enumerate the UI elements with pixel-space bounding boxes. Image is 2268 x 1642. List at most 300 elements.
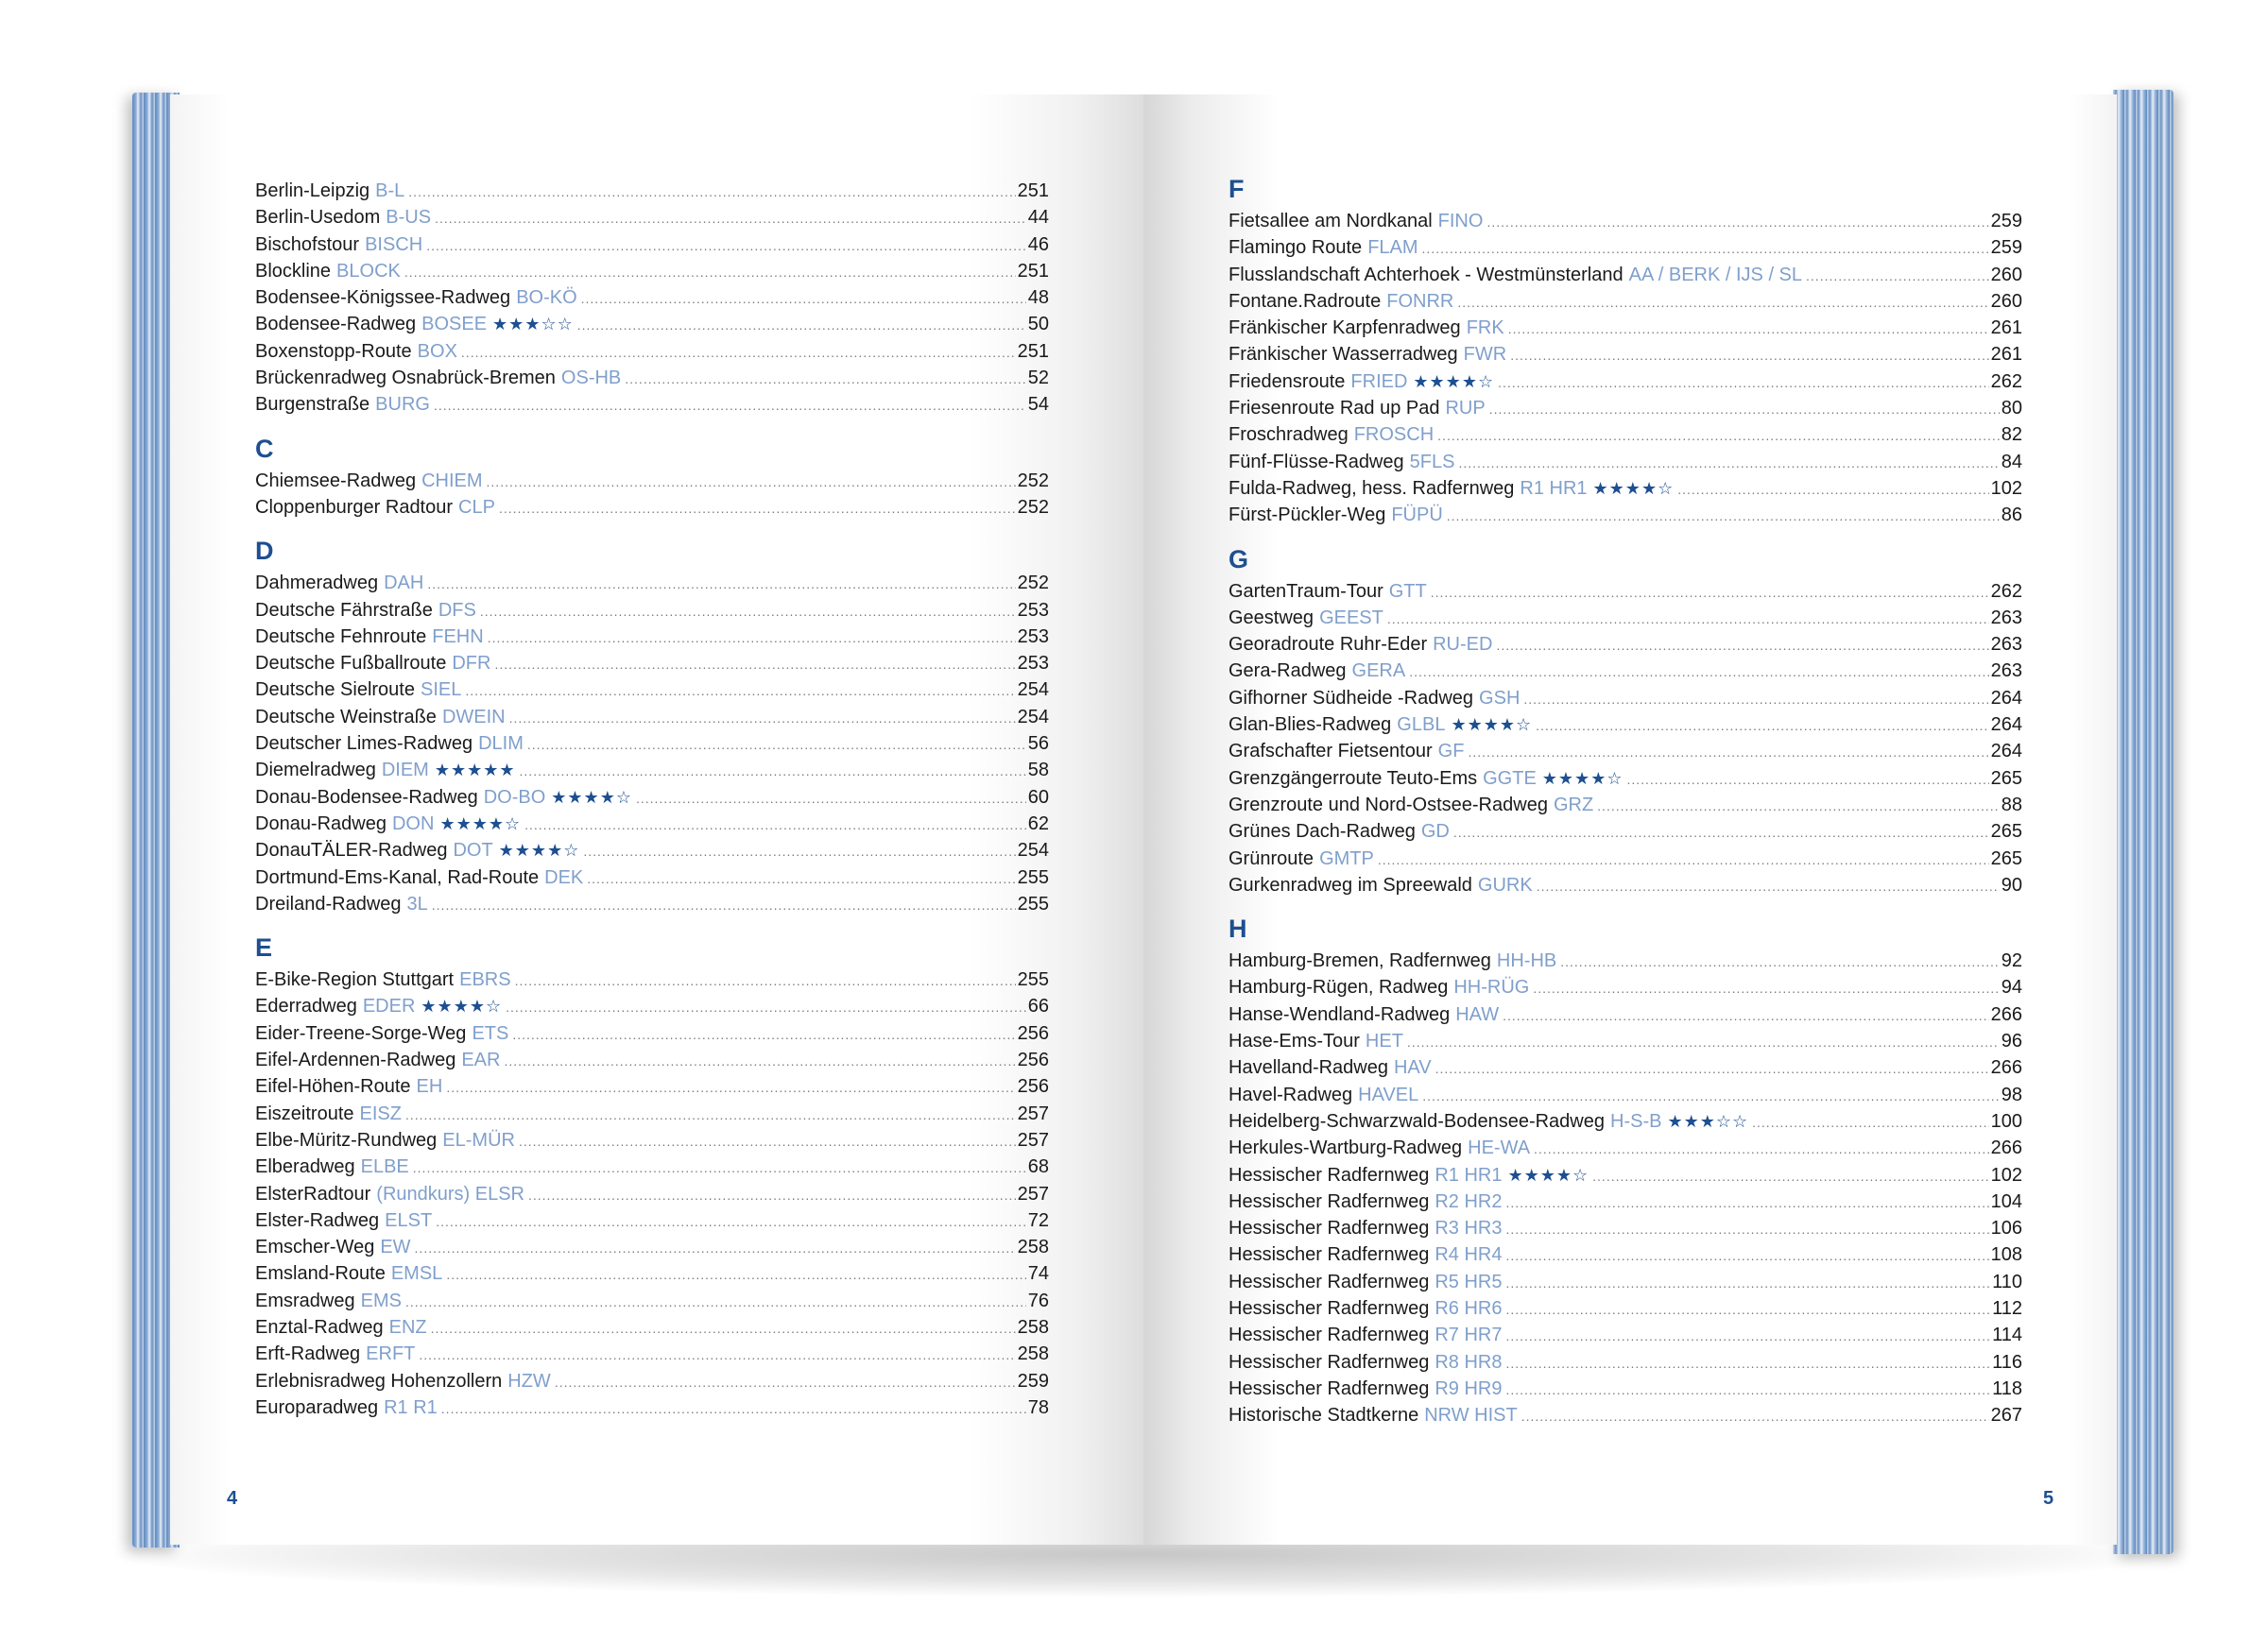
page-reference: 252 xyxy=(1017,573,1049,594)
route-name: Deutscher Limes-Radweg xyxy=(255,733,473,755)
page-reference: 253 xyxy=(1017,625,1049,647)
page-reference: 264 xyxy=(1990,687,2022,709)
dot-leader xyxy=(555,1369,1016,1395)
dot-leader xyxy=(419,1342,1015,1368)
route-name: Emsland-Route xyxy=(255,1263,386,1285)
dot-leader xyxy=(1505,1270,1990,1296)
route-code: R2 HR2 xyxy=(1435,1190,1503,1212)
page-reference: 255 xyxy=(1017,866,1049,888)
index-entry xyxy=(255,1260,1049,1287)
index-entry xyxy=(1228,685,2022,711)
route-code: B-US xyxy=(386,207,432,229)
dot-leader xyxy=(1560,949,2000,975)
index-entry xyxy=(1228,792,2022,818)
page-reference: 60 xyxy=(1027,786,1049,808)
page-reference: 100 xyxy=(1990,1110,2022,1132)
page-reference: 261 xyxy=(1990,317,2022,339)
route-code: R3 HR3 xyxy=(1435,1218,1503,1240)
dot-leader xyxy=(1505,1323,1990,1349)
index-entry xyxy=(255,468,1049,494)
index-entry xyxy=(255,204,1049,231)
dot-leader xyxy=(404,259,1016,285)
dot-leader xyxy=(577,312,1026,338)
route-code: DOT xyxy=(453,840,493,862)
page-reference: 254 xyxy=(1017,840,1049,862)
route-code: ELBE xyxy=(360,1156,409,1178)
index-entry xyxy=(255,178,1049,204)
index-entry xyxy=(255,494,1049,521)
route-name: Erft-Radweg xyxy=(255,1343,361,1365)
route-code: EAR xyxy=(461,1050,501,1071)
route-code: R9 HR9 xyxy=(1435,1377,1503,1399)
page-reference: 266 xyxy=(1990,1137,2022,1159)
route-code: 3L xyxy=(406,893,428,915)
route-name: DonauTÄLER-Radweg xyxy=(255,840,448,862)
page-reference: 78 xyxy=(1027,1396,1049,1418)
route-code: DFS xyxy=(438,599,476,621)
dot-leader xyxy=(1533,975,1999,1001)
route-name: Fietsallee am Nordkanal xyxy=(1228,211,1433,231)
page-reference: 259 xyxy=(1017,1370,1049,1392)
dot-leader xyxy=(520,758,1026,784)
dot-leader xyxy=(1422,1083,1999,1109)
route-code: GRZ xyxy=(1553,794,1594,815)
dot-leader xyxy=(1447,503,2000,529)
index-entry xyxy=(1228,1241,2022,1268)
route-name: Blockline xyxy=(255,260,332,282)
route-code: OS-HB xyxy=(560,368,622,389)
dot-leader xyxy=(1626,766,1988,793)
page-reference: 255 xyxy=(1017,969,1049,991)
section-letter-heading: G xyxy=(1228,544,1249,573)
index-entry xyxy=(1228,1001,2022,1028)
index-entry xyxy=(1228,738,2022,764)
route-name: Hase-Ems-Tour xyxy=(1228,1031,1360,1052)
dot-leader xyxy=(583,838,1015,864)
route-name: Herkules-Wartburg-Radweg xyxy=(1228,1137,1463,1159)
page-reference: 56 xyxy=(1027,733,1049,755)
route-name: Gera-Radweg xyxy=(1228,660,1347,682)
route-name: Elster-Radweg xyxy=(255,1209,380,1231)
route-code: R7 HR7 xyxy=(1435,1325,1503,1346)
page-reference: 260 xyxy=(1990,264,2022,285)
route-name: Grünes Dach-Radweg xyxy=(1228,821,1416,843)
route-code: FLAM xyxy=(1367,237,1418,259)
route-code: R6 HR6 xyxy=(1435,1297,1503,1319)
dot-leader xyxy=(1536,712,1988,739)
route-code: DEK xyxy=(544,866,584,888)
dot-leader xyxy=(408,179,1015,205)
index-entry xyxy=(255,570,1049,596)
index-entry xyxy=(255,1020,1049,1047)
index-entry xyxy=(1228,1322,2022,1348)
route-name: Ederradweg xyxy=(255,996,357,1018)
index-entry xyxy=(1228,288,2022,315)
index-entry xyxy=(255,730,1049,757)
route-code: FEHN xyxy=(432,625,484,647)
route-name: Deutsche Sielroute xyxy=(255,679,415,701)
dot-leader xyxy=(427,571,1015,597)
index-entry xyxy=(1228,1108,2022,1135)
route-code: DAH xyxy=(384,573,424,594)
section-letter-heading: C xyxy=(255,434,274,463)
route-code: ENZ xyxy=(388,1316,427,1338)
route-code: BLOCK xyxy=(336,260,401,282)
dot-leader xyxy=(431,1315,1016,1342)
right-index-column xyxy=(1228,170,2022,1428)
route-name: Boxenstopp-Route xyxy=(255,340,412,362)
route-code: FROSCH xyxy=(1353,424,1435,446)
index-entry xyxy=(1228,1215,2022,1241)
page-reference: 54 xyxy=(1027,394,1049,416)
dot-leader xyxy=(1521,1403,1989,1429)
route-code: DO-BO xyxy=(483,786,546,808)
page-reference: 102 xyxy=(1990,477,2022,499)
dot-leader xyxy=(405,1289,1026,1315)
page-reference: 58 xyxy=(1027,760,1049,781)
page-reference: 44 xyxy=(1027,207,1049,229)
route-name: Havelland-Radweg xyxy=(1228,1057,1388,1079)
route-code: EH xyxy=(416,1076,443,1098)
page-reference: 104 xyxy=(1990,1190,2022,1212)
index-entry xyxy=(255,676,1049,703)
route-name: Hessischer Radfernweg xyxy=(1228,1325,1430,1346)
route-name: Deutsche Fehnroute xyxy=(255,625,427,647)
route-code: DWEIN xyxy=(441,706,506,727)
route-name: Havel-Radweg xyxy=(1228,1084,1353,1105)
route-code: DON xyxy=(391,812,435,834)
dot-leader xyxy=(1510,342,1988,368)
page-reference: 263 xyxy=(1990,607,2022,628)
index-entry xyxy=(255,365,1049,391)
dot-leader xyxy=(1505,1216,1988,1242)
dot-leader xyxy=(504,1048,1015,1074)
index-entry xyxy=(255,258,1049,284)
section-letter-heading: F xyxy=(1228,175,1245,203)
route-name: Fontane.Radroute xyxy=(1228,290,1382,312)
dot-leader xyxy=(1378,847,1989,873)
route-code: HH-RÜG xyxy=(1453,977,1530,999)
dot-leader xyxy=(1498,369,1989,396)
index-entry xyxy=(1228,1162,2022,1189)
page-reference: 266 xyxy=(1990,1057,2022,1079)
route-code: BURG xyxy=(375,394,430,416)
route-name: Burgenstraße xyxy=(255,394,370,416)
page-reference: 255 xyxy=(1017,893,1049,915)
route-name: Deutsche Weinstraße xyxy=(255,706,437,727)
route-code: CLP xyxy=(458,496,495,518)
dot-leader xyxy=(636,785,1026,812)
route-code: GD xyxy=(1420,821,1450,843)
star-rating: ★★★★☆ xyxy=(421,997,503,1017)
route-code: GERA xyxy=(1351,660,1406,682)
dot-leader xyxy=(1505,1377,1990,1403)
dot-leader xyxy=(1505,1350,1990,1377)
route-code: EL-MÜR xyxy=(442,1129,515,1151)
index-entry xyxy=(255,891,1049,917)
page-reference: 116 xyxy=(1992,1351,2022,1373)
route-name: Hessischer Radfernweg xyxy=(1228,1351,1430,1373)
page-reference: 258 xyxy=(1017,1343,1049,1365)
route-name: Fulda-Radweg, hess. Radfernweg xyxy=(1228,477,1515,499)
route-code: AA / BERK / IJS / SL xyxy=(1628,264,1803,285)
dot-leader xyxy=(446,1261,1025,1288)
dot-leader xyxy=(1592,1163,1988,1189)
route-name: Fränkischer Wasserradweg xyxy=(1228,344,1458,366)
route-name: E-Bike-Region Stuttgart xyxy=(255,969,455,991)
page-reference: 50 xyxy=(1027,314,1049,335)
route-name: Friesenroute Rad up Pad xyxy=(1228,398,1440,419)
star-rating: ★★★★★ xyxy=(434,761,516,780)
star-rating: ★★★☆☆ xyxy=(1667,1111,1749,1131)
route-name: GartenTraum-Tour xyxy=(1228,580,1383,602)
route-code: 5FLS xyxy=(1409,451,1455,472)
dot-leader xyxy=(1806,263,1989,289)
index-entry xyxy=(255,704,1049,730)
index-entry xyxy=(255,338,1049,365)
page-reference: 118 xyxy=(1992,1377,2022,1399)
dot-leader xyxy=(1537,873,2000,899)
route-name: Grünroute xyxy=(1228,847,1314,869)
route-name: Gifhorner Südheide -Radweg xyxy=(1228,687,1474,709)
index-entry xyxy=(1228,234,2022,261)
route-code: B-L xyxy=(375,180,405,201)
index-entry xyxy=(1228,974,2022,1001)
route-code: NRW HIST xyxy=(1424,1405,1518,1427)
index-entry xyxy=(255,1047,1049,1073)
route-name: Enztal-Radweg xyxy=(255,1316,384,1338)
page-reference: 266 xyxy=(1990,1003,2022,1025)
page-reference: 264 xyxy=(1990,741,2022,762)
index-entry xyxy=(1228,368,2022,395)
index-entry xyxy=(1228,631,2022,658)
page-reference: 257 xyxy=(1017,1183,1049,1205)
dot-leader xyxy=(1496,632,1988,659)
section-letter-heading: D xyxy=(255,537,274,566)
dot-leader xyxy=(1752,1109,1988,1136)
page-reference: 94 xyxy=(2001,977,2022,999)
route-name: Emsradweg xyxy=(255,1290,355,1311)
dot-leader xyxy=(488,624,1016,651)
index-entry xyxy=(1228,1028,2022,1054)
index-entry xyxy=(1228,421,2022,448)
route-code: BISCH xyxy=(365,233,423,255)
index-entry xyxy=(1228,1376,2022,1402)
index-entry xyxy=(1228,341,2022,368)
page-reference: 74 xyxy=(1027,1263,1049,1285)
page-reference: 257 xyxy=(1017,1103,1049,1124)
star-rating: ★★★★☆ xyxy=(498,841,580,861)
index-entry xyxy=(1228,605,2022,631)
index-entry xyxy=(1228,948,2022,974)
route-code: R1 R1 xyxy=(384,1396,438,1418)
route-name: Dortmund-Ems-Kanal, Rad-Route xyxy=(255,866,540,888)
dot-leader xyxy=(405,1102,1016,1128)
index-entry xyxy=(1228,818,2022,845)
dot-leader xyxy=(480,598,1016,624)
route-code: HAW xyxy=(1455,1003,1500,1025)
index-entry xyxy=(1228,1295,2022,1322)
page-reference: 263 xyxy=(1990,660,2022,682)
dot-leader xyxy=(1431,579,1989,606)
left-index-column xyxy=(255,178,1049,1421)
dot-leader xyxy=(581,285,1026,312)
dot-leader xyxy=(413,1155,1026,1181)
index-entry xyxy=(255,1341,1049,1367)
route-name: Erlebnisradweg Hohenzollern xyxy=(255,1370,503,1392)
page-reference: 261 xyxy=(1990,344,2022,366)
dot-leader xyxy=(415,1235,1016,1261)
dot-leader xyxy=(434,392,1026,419)
index-section xyxy=(1228,540,2022,899)
route-code: FRIED xyxy=(1350,370,1408,392)
dot-leader xyxy=(446,1074,1015,1101)
route-name: Bischofstour xyxy=(255,233,360,255)
dot-leader xyxy=(1468,739,1988,765)
route-name: Eider-Treene-Sorge-Weg xyxy=(255,1022,467,1044)
page-reference: 88 xyxy=(2001,794,2022,815)
star-rating: ★★★★☆ xyxy=(551,787,632,807)
route-name: Flusslandschaft Achterhoek - Westmünsterland xyxy=(1228,264,1624,285)
route-name: Fünf-Flüsse-Radweg xyxy=(1228,451,1404,472)
index-section xyxy=(1228,170,2022,529)
index-entry xyxy=(1228,1402,2022,1428)
index-entry xyxy=(255,993,1049,1019)
route-name: Dreiland-Radweg xyxy=(255,893,402,915)
index-entry xyxy=(1228,315,2022,341)
index-section xyxy=(255,532,1049,917)
route-name: Elbe-Müritz-Rundweg xyxy=(255,1129,438,1151)
dot-leader xyxy=(524,812,1026,838)
index-entry xyxy=(1228,578,2022,605)
route-code: (Rundkurs) ELSR xyxy=(376,1183,524,1205)
dot-leader xyxy=(515,967,1016,994)
dot-leader xyxy=(1422,235,1989,262)
route-name: Deutsche Fährstraße xyxy=(255,599,433,621)
index-entry xyxy=(255,1073,1049,1100)
page-reference: 265 xyxy=(1990,767,2022,789)
dot-leader xyxy=(1508,316,1989,342)
route-name: Diemelradweg xyxy=(255,760,376,781)
page-reference: 80 xyxy=(2001,398,2022,419)
dot-leader xyxy=(1407,1029,2000,1055)
page-reference: 98 xyxy=(2001,1084,2022,1105)
page-reference: 251 xyxy=(1017,340,1049,362)
route-name: Hessischer Radfernweg xyxy=(1228,1244,1430,1266)
page-reference: 267 xyxy=(1990,1405,2022,1427)
route-name: Flamingo Route xyxy=(1228,237,1363,259)
star-rating: ★★★★☆ xyxy=(1451,715,1533,735)
route-code: DIEM xyxy=(381,760,429,781)
route-name: Cloppenburger Radtour xyxy=(255,496,454,518)
route-code: FONRR xyxy=(1386,290,1454,312)
index-entry xyxy=(1228,846,2022,872)
dot-leader xyxy=(436,1208,1026,1235)
dot-leader xyxy=(465,677,1015,704)
route-name: Eiszeitroute xyxy=(255,1103,354,1124)
route-code: GURK xyxy=(1477,874,1533,896)
page-reference: 251 xyxy=(1017,260,1049,282)
dot-leader xyxy=(512,1021,1015,1048)
index-entry xyxy=(1228,502,2022,528)
route-code: R1 HR1 xyxy=(1520,477,1588,499)
page-reference: 265 xyxy=(1990,847,2022,869)
route-name: Froschradweg xyxy=(1228,424,1349,446)
route-code: ELST xyxy=(385,1209,433,1231)
page-reference: 258 xyxy=(1017,1237,1049,1258)
index-entry xyxy=(255,1314,1049,1341)
dot-leader xyxy=(426,232,1026,259)
dot-leader xyxy=(1437,422,2000,449)
dot-leader xyxy=(587,865,1015,892)
index-entry xyxy=(255,391,1049,418)
index-entry xyxy=(1228,1082,2022,1108)
page-reference: 262 xyxy=(1990,370,2022,392)
index-entry xyxy=(255,1207,1049,1234)
route-code: R5 HR5 xyxy=(1435,1271,1503,1292)
index-entry xyxy=(1228,475,2022,502)
route-name: Berlin-Leipzig xyxy=(255,180,370,201)
page-reference: 108 xyxy=(1990,1244,2022,1266)
route-name: Hamburg-Bremen, Radfernweg xyxy=(1228,950,1491,972)
route-name: Fürst-Pückler-Weg xyxy=(1228,505,1386,526)
route-name: Berlin-Usedom xyxy=(255,207,381,229)
dot-leader xyxy=(435,205,1026,231)
dot-leader xyxy=(494,651,1015,677)
section-letter-heading: E xyxy=(255,933,273,963)
index-entry xyxy=(255,231,1049,258)
index-entry xyxy=(255,597,1049,624)
route-code: BO-KÖ xyxy=(516,287,577,309)
route-code: R1 HR1 xyxy=(1435,1164,1503,1186)
route-name: Hessischer Radfernweg xyxy=(1228,1377,1430,1399)
route-code: DLIM xyxy=(478,733,524,755)
route-code: EMS xyxy=(360,1290,402,1311)
route-code: GSH xyxy=(1479,687,1521,709)
route-code: EDER xyxy=(362,996,416,1018)
route-name: Hessischer Radfernweg xyxy=(1228,1297,1430,1319)
dot-leader xyxy=(1409,659,1988,685)
page-reference: 106 xyxy=(1990,1218,2022,1240)
page-reference: 265 xyxy=(1990,821,2022,843)
route-name: Historische Stadtkerne xyxy=(1228,1405,1419,1427)
page-reference: 92 xyxy=(2001,950,2022,972)
dot-leader xyxy=(1503,1002,1988,1029)
page-reference: 110 xyxy=(1992,1271,2022,1292)
dot-leader xyxy=(1387,606,1989,632)
index-entry xyxy=(1228,1135,2022,1161)
index-entry xyxy=(255,1288,1049,1314)
route-name: Eifel-Ardennen-Radweg xyxy=(255,1050,456,1071)
index-entry xyxy=(1228,658,2022,684)
index-section xyxy=(255,430,1049,522)
route-name: Friedensroute xyxy=(1228,370,1346,392)
dot-leader xyxy=(1489,396,2000,422)
dot-leader xyxy=(1505,1296,1990,1323)
route-code: GLBL xyxy=(1397,714,1446,736)
dot-leader xyxy=(499,495,1016,522)
route-code: H-S-B xyxy=(1610,1110,1662,1132)
page-reference: 264 xyxy=(1990,714,2022,736)
route-code: GF xyxy=(1437,741,1465,762)
page-reference: 254 xyxy=(1017,679,1049,701)
index-entry xyxy=(1228,711,2022,738)
page-reference: 256 xyxy=(1017,1050,1049,1071)
dot-leader xyxy=(1534,1136,1989,1162)
route-name: Gurkenradweg im Spreewald xyxy=(1228,874,1472,896)
page-reference: 263 xyxy=(1990,634,2022,656)
route-code: FINO xyxy=(1437,211,1484,231)
